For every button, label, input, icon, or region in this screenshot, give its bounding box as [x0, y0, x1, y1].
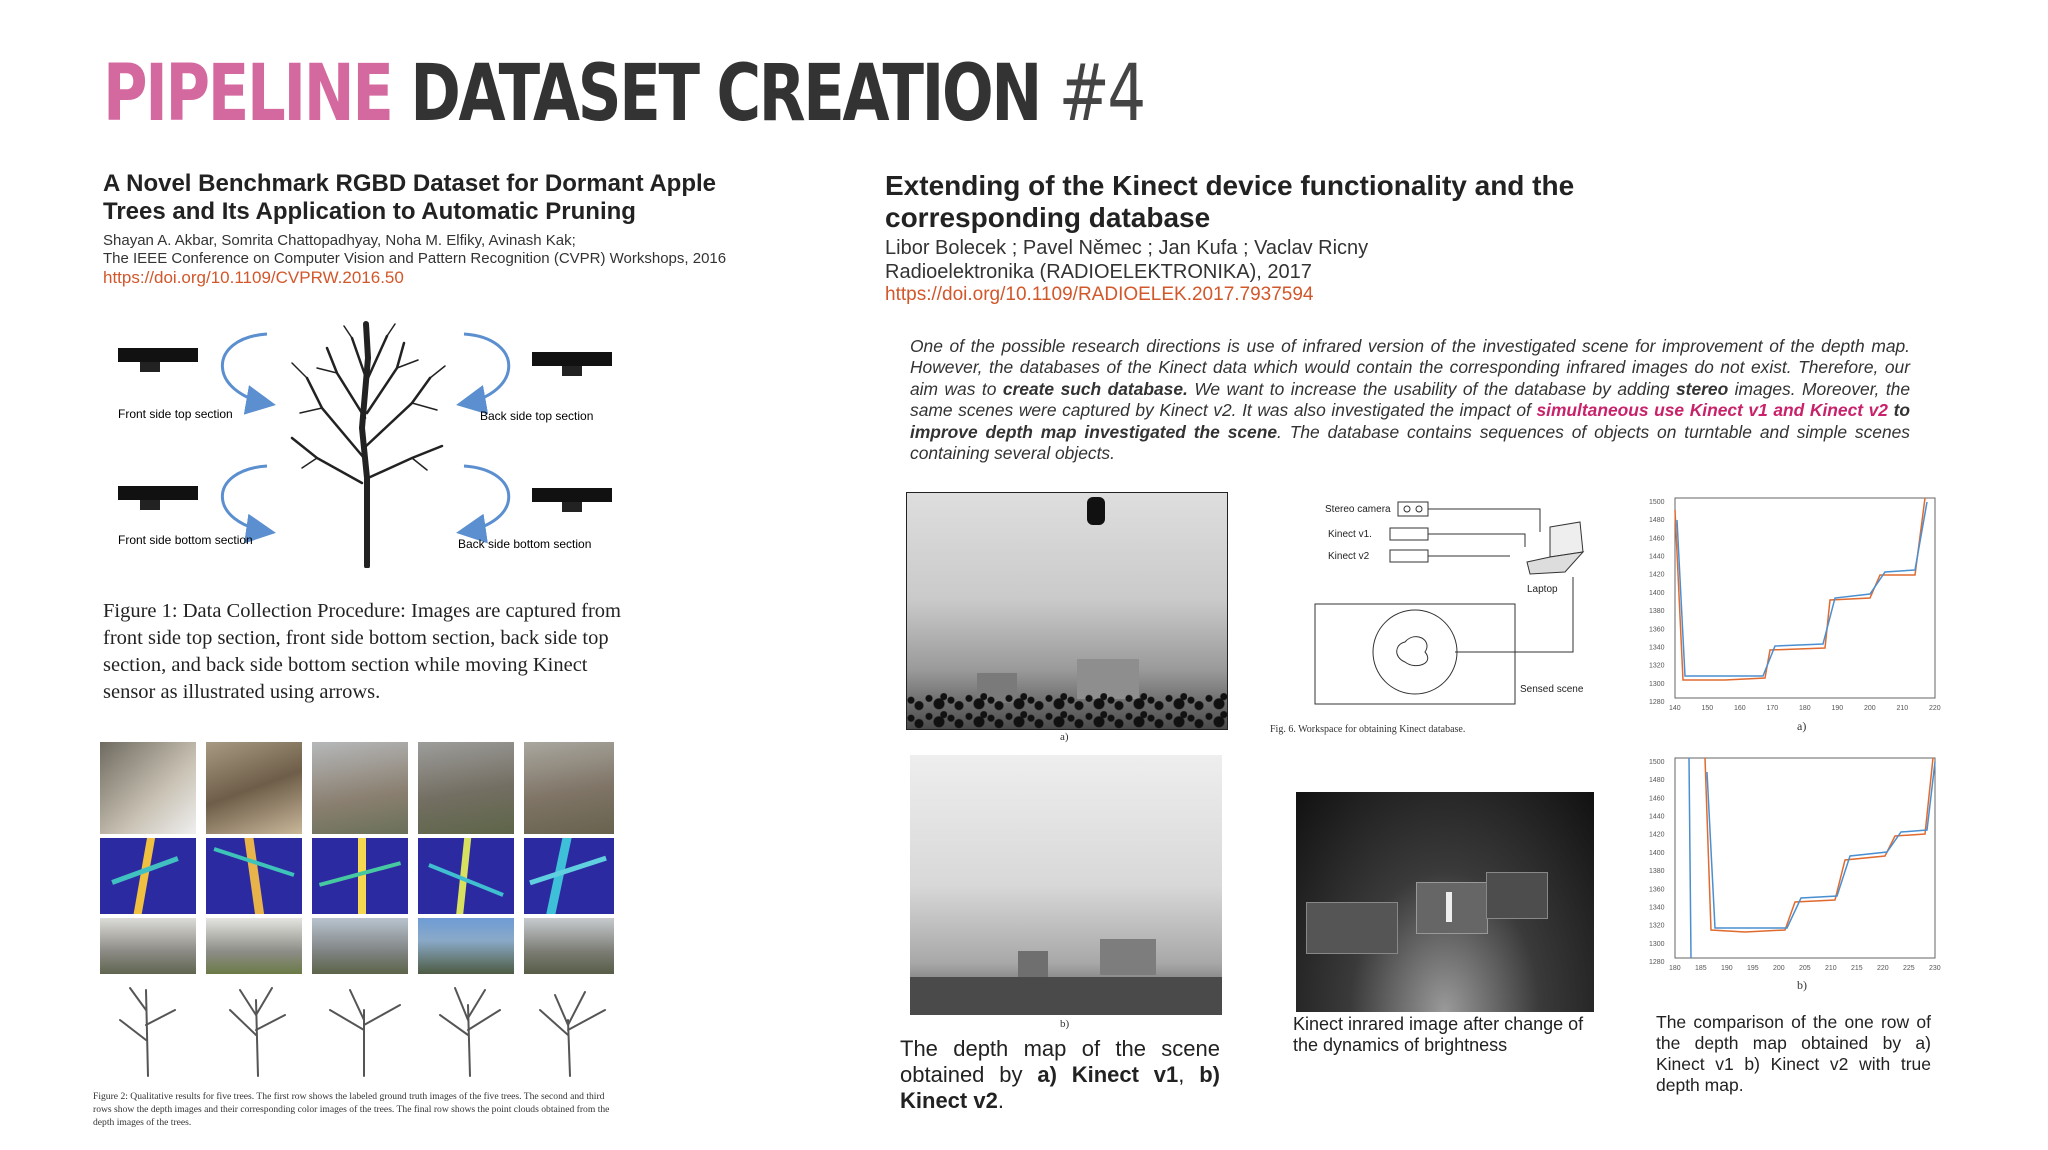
y-tick-label: 1340	[1649, 644, 1665, 652]
y-tick-label: 1440	[1649, 553, 1665, 561]
depth-image	[418, 838, 514, 914]
abstract-text: One of the possible research directions is use of infrared version of the investigated scene for improvement of the depth map. However, the databases of the Kinect data which would contain the corresponding infrared images do not exist. Therefore, our aim was to	[910, 336, 1910, 399]
y-tick-label: 1420	[1649, 831, 1665, 839]
caption-text: ,	[1178, 1062, 1200, 1087]
kinect-v2-icon	[1390, 550, 1428, 562]
right-paper-doi[interactable]: https://doi.org/10.1109/RADIOELEK.2017.7937594	[885, 284, 1314, 305]
tree-illustration-icon	[292, 324, 445, 566]
y-tick-label: 1360	[1649, 886, 1665, 894]
caption-text: The depth map of the scene obtained by	[900, 1036, 1220, 1087]
y-tick-label: 1280	[1649, 959, 1665, 966]
kinect-infrared-image	[1296, 792, 1594, 1012]
x-tick-label: 200	[1773, 965, 1785, 972]
fig1-label-back-bottom: Back side bottom section	[458, 537, 592, 551]
gt-image	[524, 742, 614, 834]
arrow-icon	[222, 466, 270, 532]
y-tick-label: 1480	[1649, 517, 1665, 525]
x-tick-label: 190	[1721, 965, 1733, 972]
fig1-label-back-top: Back side top section	[480, 409, 594, 423]
y-tick-label: 1320	[1649, 922, 1665, 930]
depth-b-label: b)	[1060, 1018, 1070, 1030]
x-tick-label: 215	[1851, 965, 1863, 972]
abstract-bold: create such database.	[1002, 378, 1188, 399]
workspace-caption: Fig. 6. Workspace for obtaining Kinect database.	[1270, 724, 1466, 735]
left-paper-doi[interactable]: https://doi.org/10.1109/CVPRW.2016.50	[103, 268, 404, 287]
depth-row-plot-b	[1645, 752, 1945, 1002]
gt-image	[206, 742, 302, 834]
y-tick-label: 1300	[1649, 940, 1665, 948]
y-tick-label: 1400	[1649, 849, 1665, 857]
kinect-sensor-icon	[118, 348, 198, 372]
left-paper-authors: Shayan A. Akbar, Somrita Chattopadhyay, Noha M. Elfiky, Avinash Kak;	[103, 232, 576, 249]
workspace-diagram	[1265, 492, 1615, 742]
fig1-caption: Figure 1: Data Collection Procedure: Images are captured from front side top section, front side bottom section, back side top section, and back side bottom section while moving Kinect sensor as illustrated using arrows.	[103, 600, 622, 703]
title-part2: DATASET CREATION	[410, 49, 1040, 139]
plot-b-frame	[1675, 758, 1935, 958]
color-image	[524, 918, 614, 974]
y-tick-label: 1400	[1649, 589, 1665, 597]
kinect-sensor-icon	[532, 488, 612, 512]
gt-image	[418, 742, 514, 834]
depth-map-kinect-v2	[910, 755, 1222, 1015]
abstract-text: images. Moreover, the same scenes were captured by Kinect v2. It was also investigated the impact of	[910, 378, 1911, 421]
abstract-text: . The database contains sequences of objects on turntable and simple scenes containing several objects.	[910, 421, 1910, 464]
caption-bold: b) Kinect v2	[900, 1062, 1220, 1113]
kinect-sensor-icon	[118, 486, 198, 510]
x-tick-label: 205	[1799, 965, 1811, 972]
y-tick-label: 1440	[1649, 813, 1665, 821]
left-paper-venue: The IEEE Conference on Computer Vision and Pattern Recognition (CVPR) Workshops, 2016	[103, 250, 727, 267]
kinect-sensor-icon	[532, 352, 612, 376]
plot-b-label: b)	[1797, 978, 1807, 992]
x-tick-label: 180	[1669, 965, 1681, 972]
y-tick-label: 1460	[1649, 535, 1665, 543]
kinect-v2-label: Kinect v2	[1328, 551, 1370, 562]
y-tick-label: 1320	[1649, 662, 1665, 670]
y-tick-label: 1500	[1649, 759, 1665, 766]
gt-image	[312, 742, 408, 834]
stereo-camera-icon	[1398, 502, 1428, 516]
x-tick-label: 160	[1734, 705, 1746, 712]
x-tick-label: 220	[1929, 705, 1941, 712]
y-tick-label: 1300	[1649, 680, 1665, 688]
stereo-camera-label: Stereo camera	[1325, 504, 1391, 515]
page-title	[103, 49, 1144, 139]
turntable-icon	[1373, 610, 1457, 694]
abstract-highlight: simultaneous use Kinect v1 and Kinect v2	[1536, 400, 1888, 421]
right-paper-abstract	[910, 336, 1910, 464]
sensed-scene-label: Sensed scene	[1520, 684, 1584, 695]
depth-image	[206, 838, 302, 914]
x-tick-label: 230	[1929, 965, 1941, 972]
x-tick-label: 210	[1825, 965, 1837, 972]
y-tick-label: 1480	[1649, 777, 1665, 785]
abstract-bold: to improve depth map investigated the scene	[910, 400, 1910, 442]
x-tick-label: 140	[1669, 705, 1681, 712]
abstract-bold: stereo	[1676, 378, 1729, 399]
depth-a-label: a)	[1060, 731, 1069, 743]
arrow-icon	[462, 334, 509, 404]
point-cloud-row	[100, 980, 620, 1080]
y-tick-label: 1420	[1649, 571, 1665, 579]
y-tick-label: 1280	[1649, 699, 1665, 706]
right-paper-authors: Libor Bolecek ; Pavel Němec ; Jan Kufa ; Vaclav Ricny	[885, 237, 1369, 259]
abstract-text: We want to increase the usability of the database by adding	[1187, 378, 1677, 399]
kinect-v1-icon	[1390, 528, 1428, 540]
x-tick-label: 225	[1903, 965, 1915, 972]
arrow-icon	[222, 334, 270, 404]
x-tick-label: 190	[1831, 705, 1844, 712]
left-paper-meta	[103, 232, 726, 268]
fig1-data-collection-figure	[112, 318, 632, 568]
depth-map-kinect-v1	[906, 492, 1228, 730]
laptop-label: Laptop	[1527, 584, 1558, 595]
color-image	[206, 918, 302, 974]
caption-text: .	[997, 1088, 1004, 1113]
x-tick-label: 200	[1864, 705, 1876, 712]
caption-bold: a) Kinect v1	[1037, 1062, 1179, 1087]
x-tick-label: 150	[1701, 705, 1714, 712]
gt-image	[100, 742, 196, 834]
comparison-caption: The comparison of the one row of the depth map obtained by a) Kinect v1 b) Kinect v2 with true depth map.	[1656, 1012, 1931, 1095]
left-paper-title: A Novel Benchmark RGBD Dataset for Dormant Apple Trees and Its Application to Automatic Pruning	[103, 170, 717, 225]
kinect-v1-label: Kinect v1.	[1328, 529, 1372, 540]
plot-a-frame	[1675, 498, 1935, 698]
x-tick-label: 180	[1799, 705, 1811, 712]
fig2-caption: Figure 2: Qualitative results for five trees. The first row shows the labeled ground truth images of the five trees. The second and third rows show the depth images and their corresponding color images of the trees. The final row shows the point clouds obtained from the depth images of the trees.	[93, 1091, 610, 1128]
fig1-label-front-top: Front side top section	[118, 407, 233, 421]
fig1-label-front-bottom: Front side bottom section	[118, 533, 253, 547]
y-tick-label: 1340	[1649, 904, 1665, 912]
color-image	[418, 918, 514, 974]
y-tick-label: 1500	[1649, 499, 1665, 506]
sensed-scene-box	[1315, 604, 1515, 704]
laptop-icon	[1527, 522, 1583, 574]
color-image	[100, 918, 196, 974]
y-tick-label: 1360	[1649, 626, 1665, 634]
right-paper-title: Extending of the Kinect device functionality and the corresponding database	[885, 170, 1575, 233]
x-tick-label: 220	[1877, 965, 1889, 972]
y-tick-label: 1460	[1649, 795, 1665, 803]
x-tick-label: 195	[1747, 965, 1759, 972]
depth-map-caption	[900, 1036, 1220, 1114]
plot-a-label: a)	[1797, 719, 1807, 733]
x-tick-label: 185	[1695, 965, 1707, 972]
color-image	[312, 918, 408, 974]
x-tick-label: 170	[1766, 705, 1779, 712]
infrared-caption: Kinect inrared image after change of the dynamics of brightness	[1293, 1014, 1584, 1055]
fig2-results-grid	[100, 742, 620, 1082]
right-paper-venue: Radioelektronika (RADIOELEKTRONIKA), 2017	[885, 261, 1312, 283]
title-part1: PIPELINE	[103, 49, 392, 139]
depth-image	[100, 838, 196, 914]
depth-row-plot-a	[1645, 490, 1945, 740]
arrow-icon	[462, 466, 509, 532]
y-tick-label: 1380	[1649, 868, 1665, 876]
y-tick-label: 1380	[1649, 608, 1665, 616]
title-part3: #4	[1058, 49, 1144, 139]
depth-image	[312, 838, 408, 914]
right-paper-meta	[885, 236, 1368, 284]
x-tick-label: 210	[1896, 705, 1909, 712]
depth-image	[524, 838, 614, 914]
